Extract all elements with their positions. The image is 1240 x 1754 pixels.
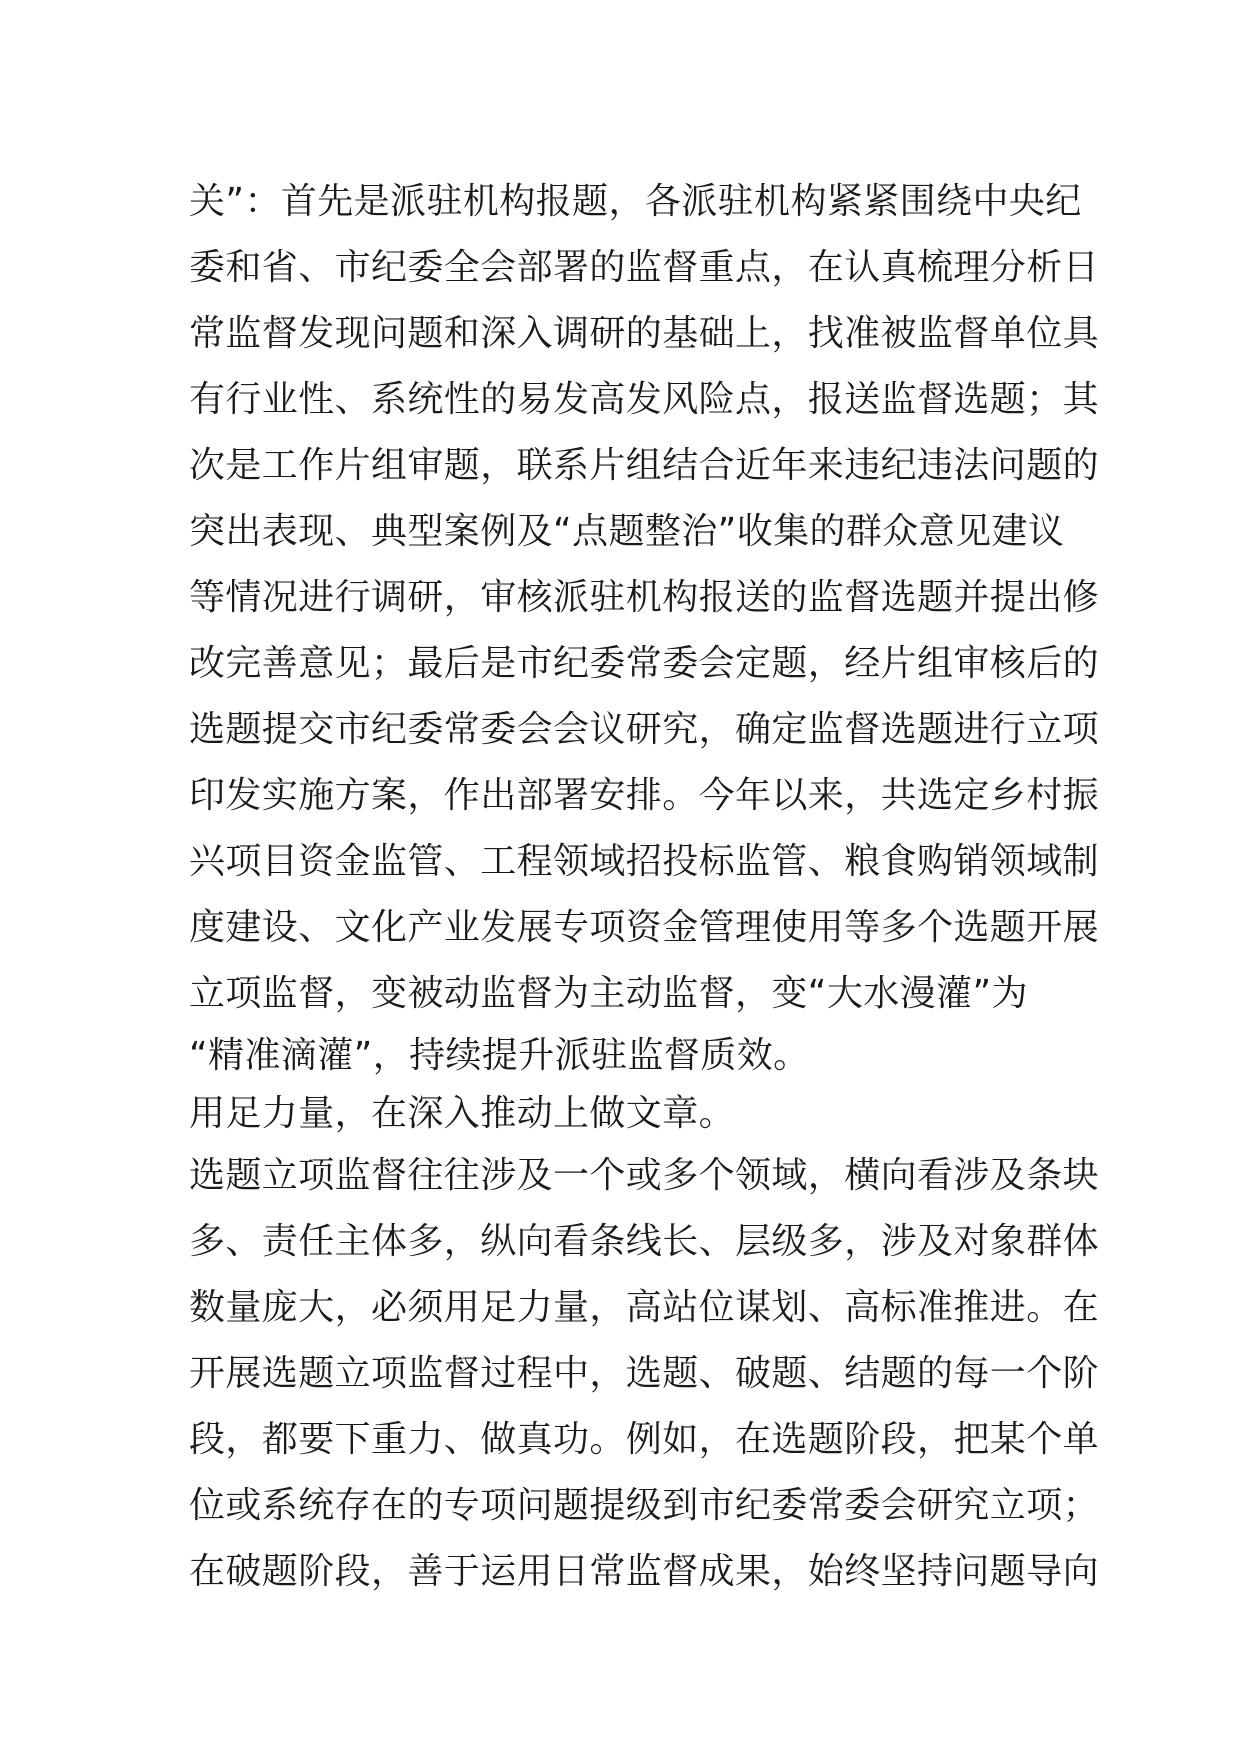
text-line: “精准滴灌”，持续提升派驻监督质效。 [189,1035,810,1076]
paragraph-2 [189,1143,1100,1605]
text-line: 位或系统存在的专项问题提级到市纪委常委会研究立项； [189,1485,1100,1526]
text-line: 选题提交市纪委常委会会议研究，确定监督选题进行立项 [189,709,1100,750]
text-line: 数量庞大，必须用足力量，高站位谋划、高标准推进。在 [189,1287,1100,1328]
section-heading: 用足力量，在深入推动上做文章。 [189,1093,736,1134]
paragraph-1 [189,169,1100,1085]
text-line: 改完善意见；最后是市纪委常委会定题，经片组审核后的 [189,643,1100,684]
text-line: 兴项目资金监管、工程领域招投标监管、粮食购销领域制 [189,841,1100,882]
text-line: 委和省、市纪委全会部署的监督重点，在认真梳理分析日 [189,247,1100,288]
document-body [189,169,1100,1605]
text-line: 开展选题立项监督过程中，选题、破题、结题的每一个阶 [189,1353,1100,1394]
text-line: 印发实施方案，作出部署安排。今年以来，共选定乡村振 [189,775,1100,816]
text-line: 选题立项监督往往涉及一个或多个领域，横向看涉及条块 [189,1155,1100,1196]
text-line: 多、责任主体多，纵向看条线长、层级多，涉及对象群体 [189,1221,1100,1262]
text-line: 等情况进行调研，审核派驻机构报送的监督选题并提出修 [189,577,1100,618]
text-line: 段，都要下重力、做真功。例如，在选题阶段，把某个单 [189,1419,1100,1460]
text-line: 在破题阶段，善于运用日常监督成果，始终坚持问题导向 [189,1551,1100,1592]
text-line: 有行业性、系统性的易发高发风险点，报送监督选题；其 [189,379,1100,420]
text-line: 突出表现、典型案例及“点题整治”收集的群众意见建议 [189,511,1065,552]
text-line: 常监督发现问题和深入调研的基础上，找准被监督单位具 [189,313,1100,354]
text-line: 立项监督，变被动监督为主动监督，变“大水漫灌”为 [189,973,1028,1014]
text-line: 度建设、文化产业发展专项资金管理使用等多个选题开展 [189,907,1100,948]
text-line: 关”：首先是派驻机构报题，各派驻机构紧紧围绕中央纪 [189,181,1082,222]
text-line: 次是工作片组审题，联系片组结合近年来违纪违法问题的 [189,445,1100,486]
